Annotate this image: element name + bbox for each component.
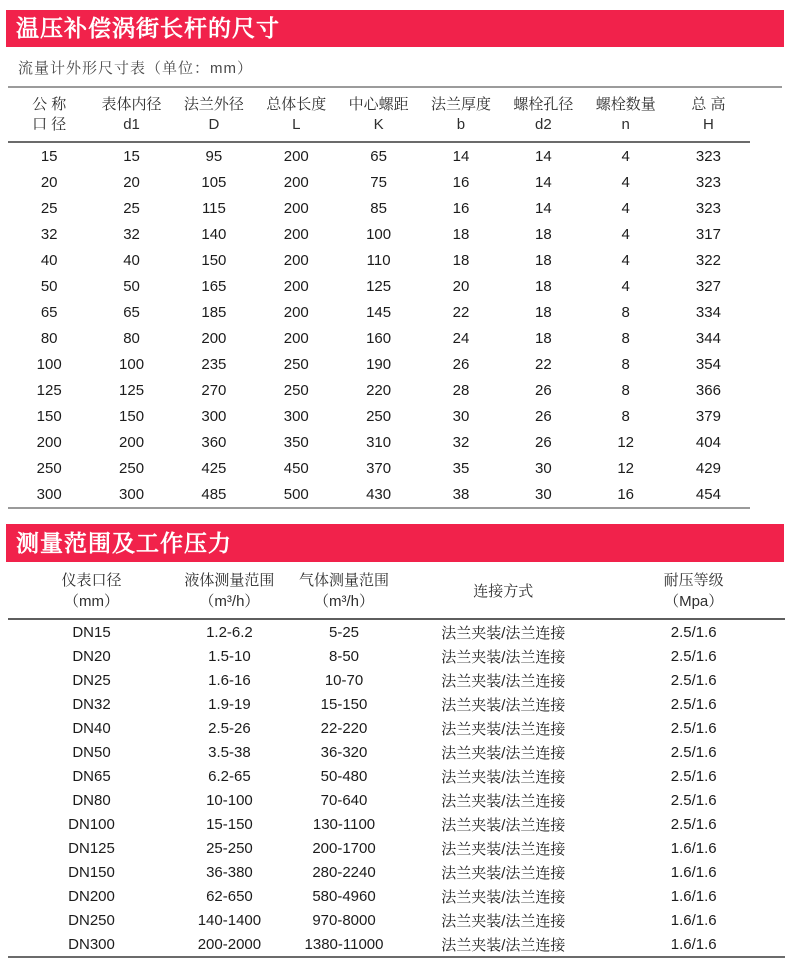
column-header xyxy=(175,562,284,619)
table-cell: 250 xyxy=(119,459,145,477)
table-cell: 140-1400 xyxy=(197,911,262,929)
table-cell: 300 xyxy=(119,485,145,503)
column-header xyxy=(420,88,502,142)
table-cell: 26 xyxy=(534,381,552,399)
table-cell: 8 xyxy=(621,407,630,425)
table-cell: 95 xyxy=(205,147,223,165)
table-cell: 200 xyxy=(283,277,309,295)
table-cell: 2.5/1.6 xyxy=(670,671,717,689)
table-cell: 150 xyxy=(36,407,62,425)
table-cell: 70-640 xyxy=(320,791,368,809)
table-cell: DN300 xyxy=(68,935,115,953)
table-cell: 22 xyxy=(452,303,470,321)
table-cell: 36-380 xyxy=(206,863,253,881)
column-header-line1: 总 高 xyxy=(691,96,726,113)
table-cell: 15-150 xyxy=(206,815,253,833)
table-row xyxy=(8,142,750,169)
table-cell: 法兰夹装/法兰连接 xyxy=(441,720,566,738)
table-cell: 40 xyxy=(40,251,58,269)
table-cell: 2.5/1.6 xyxy=(670,695,717,713)
table-cell: 323 xyxy=(695,199,721,217)
table-row xyxy=(8,455,750,481)
table-cell: 200 xyxy=(36,433,62,451)
table-cell: 30 xyxy=(452,407,470,425)
column-header-line1: 耐压等级 xyxy=(663,572,724,589)
dimensions-table-head xyxy=(8,88,750,142)
table-row xyxy=(8,195,750,221)
table-cell: 62-650 xyxy=(206,887,253,905)
column-header xyxy=(404,562,602,619)
column-header-line1: 仪表口径 xyxy=(61,572,122,589)
table-cell: 220 xyxy=(366,381,392,399)
table-cell: 65 xyxy=(40,303,58,321)
table-cell: 法兰夹装/法兰连接 xyxy=(441,792,566,810)
table-cell: 法兰夹装/法兰连接 xyxy=(441,912,566,930)
table-cell: 1.6/1.6 xyxy=(670,839,717,857)
table-cell: DN200 xyxy=(68,887,115,905)
table-cell: 317 xyxy=(695,225,721,243)
table-row xyxy=(8,273,750,299)
table-cell: 75 xyxy=(370,173,387,191)
table-cell: DN100 xyxy=(68,815,115,833)
section2-banner xyxy=(6,524,784,562)
dimensions-table-body xyxy=(8,142,750,508)
table-cell: 250 xyxy=(36,459,62,477)
table-cell: 25 xyxy=(123,199,140,217)
table-cell: 140 xyxy=(201,225,227,243)
column-header-line2: （m³/h） xyxy=(314,593,375,610)
column-header-line2: H xyxy=(703,116,714,133)
table-cell: 25 xyxy=(40,199,58,217)
table-row xyxy=(8,788,785,812)
column-header xyxy=(602,562,785,619)
table-cell: 26 xyxy=(534,433,552,451)
measuring-range-table-head xyxy=(8,562,785,619)
table-cell: 200-1700 xyxy=(312,839,376,857)
table-cell: 1.6/1.6 xyxy=(670,887,717,905)
table-cell: 1.2-6.2 xyxy=(206,623,253,641)
table-cell: 580-4960 xyxy=(312,887,376,905)
dimensions-table xyxy=(8,88,750,509)
table-row xyxy=(8,668,785,692)
table-cell: 32 xyxy=(452,433,470,451)
table-cell: 485 xyxy=(201,485,227,503)
column-header-line2: d2 xyxy=(534,116,552,133)
table-row xyxy=(8,644,785,668)
table-cell: DN32 xyxy=(72,695,111,713)
table-cell: 22 xyxy=(534,355,552,373)
table-cell: 4 xyxy=(621,225,630,243)
table-cell: 100 xyxy=(366,225,392,243)
table-cell: 15 xyxy=(40,147,58,165)
table-cell: 354 xyxy=(695,355,721,373)
column-header xyxy=(8,88,90,142)
table-cell: 300 xyxy=(283,407,309,425)
table-cell: 2.5/1.6 xyxy=(670,791,717,809)
measuring-range-table xyxy=(8,562,785,958)
table-cell: 450 xyxy=(283,459,309,477)
table-cell: 1.9-19 xyxy=(208,695,251,713)
table-cell: 2.5/1.6 xyxy=(670,623,717,641)
table-row xyxy=(8,716,785,740)
table-cell: 200 xyxy=(119,433,145,451)
table-cell: 30 xyxy=(534,459,552,477)
table-cell: 323 xyxy=(695,147,721,165)
table-row xyxy=(8,481,750,508)
table-cell: 50 xyxy=(40,277,58,295)
column-header-line2: d1 xyxy=(123,116,140,133)
table-cell: 法兰夹装/法兰连接 xyxy=(441,888,566,906)
table-cell: 18 xyxy=(534,251,552,269)
table-cell: 1.6/1.6 xyxy=(670,911,717,929)
table-row xyxy=(8,377,750,403)
table-row xyxy=(8,692,785,716)
column-header xyxy=(90,88,172,142)
table-cell: 38 xyxy=(452,485,470,503)
table-cell: 105 xyxy=(201,173,227,191)
column-header-line1: 公 称 xyxy=(32,96,67,113)
table-cell: 12 xyxy=(617,459,635,477)
table-cell: DN50 xyxy=(72,743,111,761)
table-cell: 14 xyxy=(534,147,552,165)
table-cell: 32 xyxy=(40,225,58,243)
table-row xyxy=(8,299,750,325)
column-header-line2: （mm） xyxy=(64,593,120,610)
table-row xyxy=(8,169,750,195)
table-cell: 50-480 xyxy=(320,767,368,785)
table-cell: 250 xyxy=(366,407,392,425)
table-cell: 327 xyxy=(695,277,721,295)
table-cell: 法兰夹装/法兰连接 xyxy=(441,624,566,642)
header-row xyxy=(8,88,750,142)
table-cell: 1.6/1.6 xyxy=(670,935,717,953)
table-cell: 200 xyxy=(283,251,309,269)
header-row xyxy=(8,562,785,619)
table-cell: 8 xyxy=(621,303,630,321)
table-cell: 法兰夹装/法兰连接 xyxy=(441,696,566,714)
table-cell: DN15 xyxy=(72,623,111,641)
table-cell: 190 xyxy=(366,355,392,373)
table-cell: DN125 xyxy=(68,839,115,857)
column-header-line2: 口 径 xyxy=(32,116,67,133)
table-cell: 65 xyxy=(123,303,140,321)
table-cell: 115 xyxy=(201,199,226,217)
table-cell: 2.5/1.6 xyxy=(670,719,717,737)
table-cell: 250 xyxy=(283,381,309,399)
column-header-line2: D xyxy=(208,116,220,133)
table-cell: 454 xyxy=(695,485,721,503)
table-cell: 24 xyxy=(452,329,470,347)
table-cell: 425 xyxy=(201,459,227,477)
table-row xyxy=(8,429,750,455)
table-cell: 500 xyxy=(283,485,309,503)
column-header xyxy=(8,562,175,619)
table-cell: 65 xyxy=(370,147,387,165)
table-cell: 35 xyxy=(452,459,470,477)
section1-banner xyxy=(6,10,784,47)
table-cell: 125 xyxy=(119,381,145,399)
table-cell: 14 xyxy=(534,173,552,191)
table-cell: 6.2-65 xyxy=(208,767,251,785)
table-cell: 404 xyxy=(695,433,721,451)
table-cell: 1.5-10 xyxy=(208,647,251,665)
column-header-line1: 法兰外径 xyxy=(183,96,244,113)
column-header-line1: 液体测量范围 xyxy=(184,572,275,589)
table-row xyxy=(8,764,785,788)
table-cell: DN20 xyxy=(72,647,111,665)
table-cell: 18 xyxy=(534,329,552,347)
table-cell: 8-50 xyxy=(329,647,360,665)
table-cell: 110 xyxy=(366,251,391,269)
table-cell: 32 xyxy=(123,225,140,243)
table-cell: 200 xyxy=(201,329,227,347)
table-cell: 4 xyxy=(621,277,630,295)
table-cell: 370 xyxy=(366,459,392,477)
table-cell: 150 xyxy=(119,407,145,425)
table-cell: 150 xyxy=(201,251,227,269)
table-row xyxy=(8,836,785,860)
table-cell: 334 xyxy=(695,303,721,321)
table-cell: 2.5-26 xyxy=(208,719,251,737)
table-row xyxy=(8,619,785,644)
table-row xyxy=(8,403,750,429)
table-cell: 法兰夹装/法兰连接 xyxy=(441,672,566,690)
table-row xyxy=(8,740,785,764)
column-header-line1: 中心螺距 xyxy=(348,96,409,113)
table-cell: 20 xyxy=(452,277,470,295)
table-row xyxy=(8,932,785,957)
table-cell: 26 xyxy=(534,407,552,425)
section2-title: 测量范围及工作压力 xyxy=(16,530,232,556)
table-cell: 16 xyxy=(617,485,635,503)
table-cell: 344 xyxy=(695,329,721,347)
table-cell: 4 xyxy=(621,199,630,217)
table-cell: 18 xyxy=(452,251,470,269)
table-cell: 1380-11000 xyxy=(304,935,384,953)
table-cell: DN65 xyxy=(72,767,111,785)
column-header xyxy=(284,562,404,619)
column-header xyxy=(502,88,584,142)
table-cell: 18 xyxy=(534,225,552,243)
table-cell: DN250 xyxy=(68,911,115,929)
table-cell: 310 xyxy=(366,433,392,451)
table-cell: 125 xyxy=(36,381,62,399)
table-cell: 80 xyxy=(40,329,58,347)
table-cell: DN80 xyxy=(72,791,111,809)
table-cell: 280-2240 xyxy=(312,863,376,881)
table-cell: 14 xyxy=(534,199,552,217)
table-cell: 8 xyxy=(621,355,630,373)
column-header-line1: 总体长度 xyxy=(266,96,327,113)
table-cell: 80 xyxy=(123,329,140,347)
table-cell: 300 xyxy=(36,485,62,503)
table-cell: 法兰夹装/法兰连接 xyxy=(441,648,566,666)
table-cell: 5-25 xyxy=(329,623,360,641)
column-header-line2: n xyxy=(621,116,630,133)
column-header xyxy=(337,88,419,142)
table-cell: 429 xyxy=(695,459,721,477)
column-header-line2: K xyxy=(373,116,384,133)
section1-title: 温压补偿涡街长杆的尺寸 xyxy=(16,15,280,41)
table-cell: 2.5/1.6 xyxy=(670,767,717,785)
column-header-line2: （m³/h） xyxy=(199,593,260,610)
table-cell: 200-2000 xyxy=(197,935,262,953)
column-header-line1: 连接方式 xyxy=(473,582,534,600)
table-cell: 18 xyxy=(534,277,552,295)
table-cell: 18 xyxy=(534,303,552,321)
column-header-line1: 气体测量范围 xyxy=(299,572,390,589)
table-cell: DN40 xyxy=(72,719,111,737)
column-header-line2: L xyxy=(292,116,301,133)
table-cell: 185 xyxy=(201,303,227,321)
table-cell: 法兰夹装/法兰连接 xyxy=(441,864,566,882)
table-cell: 2.5/1.6 xyxy=(670,647,717,665)
table-cell: 4 xyxy=(621,173,630,191)
column-header-line1: 表体内径 xyxy=(101,96,162,113)
table-cell: 200 xyxy=(283,199,309,217)
table-row xyxy=(8,884,785,908)
table-cell: 430 xyxy=(366,485,392,503)
table-cell: DN25 xyxy=(72,671,111,689)
column-header xyxy=(667,88,750,142)
table-cell: DN150 xyxy=(68,863,115,881)
column-header xyxy=(173,88,255,142)
table-cell: 14 xyxy=(452,147,470,165)
table-cell: 2.5/1.6 xyxy=(670,815,717,833)
table-cell: 4 xyxy=(621,147,630,165)
table-cell: 125 xyxy=(366,277,392,295)
table-cell: 350 xyxy=(283,433,309,451)
measuring-range-table-body xyxy=(8,619,785,957)
table-cell: 16 xyxy=(452,173,470,191)
table-cell: 85 xyxy=(370,199,387,217)
table-cell: 270 xyxy=(201,381,227,399)
table-cell: 200 xyxy=(283,303,309,321)
table-cell: 50 xyxy=(123,277,140,295)
table-cell: 165 xyxy=(201,277,227,295)
table-cell: 法兰夹装/法兰连接 xyxy=(441,768,566,786)
table-cell: 200 xyxy=(283,147,309,165)
table-cell: 366 xyxy=(695,381,721,399)
table-cell: 8 xyxy=(621,381,630,399)
table-cell: 10-70 xyxy=(324,671,364,689)
table-cell: 323 xyxy=(695,173,721,191)
table-cell: 322 xyxy=(695,251,721,269)
table-cell: 16 xyxy=(452,199,470,217)
table-cell: 20 xyxy=(40,173,58,191)
table-cell: 1.6/1.6 xyxy=(670,863,717,881)
table-cell: 3.5-38 xyxy=(208,743,251,761)
table-cell: 2.5/1.6 xyxy=(670,743,717,761)
table-cell: 法兰夹装/法兰连接 xyxy=(441,744,566,762)
table-cell: 360 xyxy=(201,433,227,451)
table-cell: 22-220 xyxy=(320,719,368,737)
table-cell: 200 xyxy=(283,173,309,191)
table-cell: 15-150 xyxy=(320,695,368,713)
table-row xyxy=(8,247,750,273)
table-cell: 15 xyxy=(123,147,140,165)
table-cell: 法兰夹装/法兰连接 xyxy=(441,840,566,858)
column-header-line1: 螺栓数量 xyxy=(595,96,656,113)
table-cell: 145 xyxy=(366,303,392,321)
table-cell: 30 xyxy=(534,485,552,503)
column-header-line2: b xyxy=(456,116,466,133)
table-cell: 160 xyxy=(366,329,392,347)
table-cell: 28 xyxy=(452,381,470,399)
table-row xyxy=(8,351,750,377)
table-cell: 18 xyxy=(452,225,470,243)
dimensions-table-caption: 流量计外形尺寸表（单位：mm） xyxy=(18,60,253,77)
column-header xyxy=(585,88,667,142)
table-cell: 300 xyxy=(201,407,227,425)
table-cell: 1.6-16 xyxy=(208,671,251,689)
table-cell: 20 xyxy=(123,173,140,191)
table-row xyxy=(8,325,750,351)
table-cell: 200 xyxy=(283,225,309,243)
table-row xyxy=(8,908,785,932)
table-cell: 26 xyxy=(452,355,470,373)
table-cell: 4 xyxy=(621,251,630,269)
table-cell: 36-320 xyxy=(320,743,368,761)
table-cell: 100 xyxy=(119,355,145,373)
column-header xyxy=(255,88,337,142)
table-row xyxy=(8,860,785,884)
table-cell: 8 xyxy=(621,329,630,347)
table-cell: 200 xyxy=(283,329,309,347)
table-cell: 40 xyxy=(123,251,140,269)
table-cell: 970-8000 xyxy=(312,911,376,929)
table-cell: 379 xyxy=(695,407,721,425)
table-cell: 25-250 xyxy=(206,839,253,857)
table-cell: 法兰夹装/法兰连接 xyxy=(441,936,566,954)
column-header-line2: （Mpa） xyxy=(664,593,724,610)
table-cell: 250 xyxy=(283,355,309,373)
table-cell: 12 xyxy=(617,433,635,451)
table-cell: 100 xyxy=(36,355,62,373)
table-cell: 法兰夹装/法兰连接 xyxy=(441,816,566,834)
table-cell: 235 xyxy=(201,355,227,373)
column-header-line1: 法兰厚度 xyxy=(430,96,491,113)
table-row xyxy=(8,221,750,247)
table-row xyxy=(8,812,785,836)
column-header-line1: 螺栓孔径 xyxy=(513,96,574,113)
table-cell: 130-1100 xyxy=(312,815,376,833)
table-cell: 10-100 xyxy=(206,791,253,809)
